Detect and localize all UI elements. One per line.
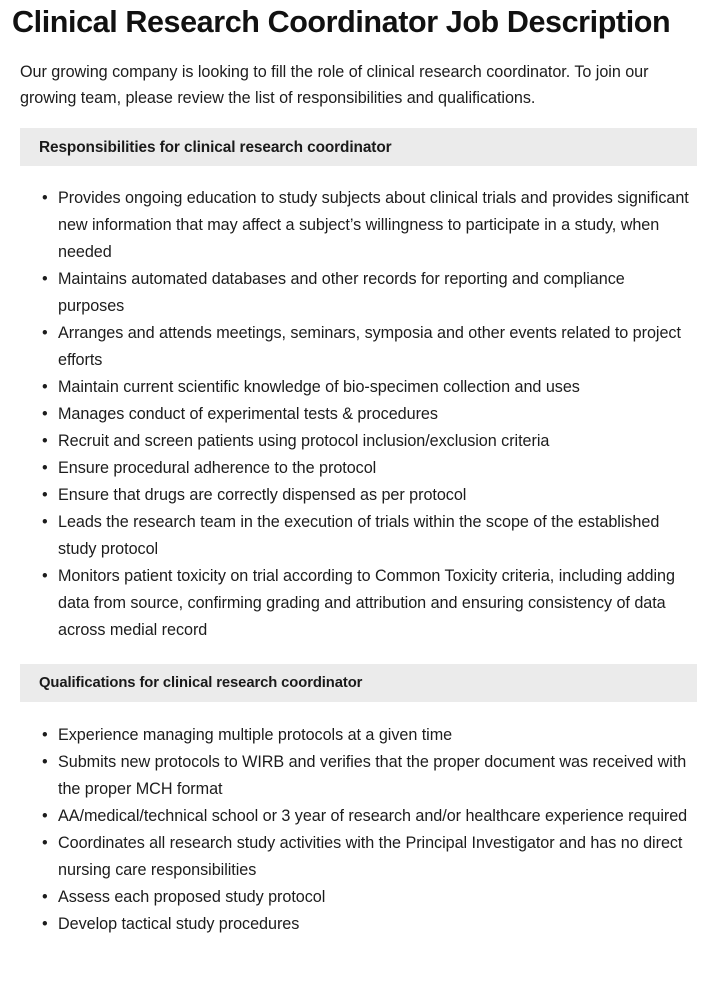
bullet-point-icon: • (42, 486, 48, 504)
list-item (0, 401, 720, 428)
bullet-point-icon: • (42, 888, 48, 906)
section-responsibilities (0, 111, 720, 644)
list-item (0, 482, 720, 509)
list-item-text: Submits new protocols to WIRB and verifies that the proper document was received with the proper MCH format (58, 753, 687, 798)
list-item-text: Ensure procedural adherence to the protocol (58, 459, 377, 477)
list-item (0, 803, 720, 830)
list-item-text: Maintain current scientific knowledge of bio-specimen collection and uses (58, 378, 580, 396)
section-qualifications (0, 644, 720, 938)
list-item (0, 374, 720, 401)
list-item (0, 911, 720, 938)
bullet-point-icon: • (42, 432, 48, 450)
list-item (0, 428, 720, 455)
list-item (0, 749, 720, 803)
bullet-point-icon: • (42, 270, 48, 288)
list-item (0, 830, 720, 884)
list-item (0, 884, 720, 911)
section-header-responsibilities (20, 128, 697, 166)
list-item-text: Ensure that drugs are correctly dispensed as per protocol (58, 486, 467, 504)
list-item (0, 722, 720, 749)
list-item (0, 563, 720, 644)
bullet-point-icon: • (42, 513, 48, 531)
list-item-text: Experience managing multiple protocols at a given time (58, 726, 453, 744)
list-item-text: Monitors patient toxicity on trial according to Common Toxicity criteria, including adding data from source, confirming grading and attribution and ensuring consistency of data across medial record (58, 567, 675, 639)
bullet-point-icon: • (42, 753, 48, 771)
section-heading-label: Responsibilities for clinical research coordinator (39, 138, 392, 156)
bullet-point-icon: • (42, 405, 48, 423)
list-item (0, 185, 720, 266)
qualifications-list (0, 702, 720, 938)
responsibilities-list (0, 166, 720, 644)
bullet-point-icon: • (42, 378, 48, 396)
bullet-point-icon: • (42, 324, 48, 342)
bullet-point-icon: • (42, 459, 48, 477)
list-item-text: Recruit and screen patients using protocol inclusion/exclusion criteria (58, 432, 550, 450)
list-item-text: Maintains automated databases and other records for reporting and compliance purposes (58, 270, 625, 315)
list-item-text: Leads the research team in the execution of trials within the scope of the established study protocol (58, 513, 660, 558)
list-item-text: Assess each proposed study protocol (58, 888, 326, 906)
intro-paragraph: Our growing company is looking to fill the role of clinical research coordinator. To join our growing team, please review the list of responsibilities and qualifications. (20, 63, 649, 107)
list-item-text: Develop tactical study procedures (58, 915, 300, 933)
bullet-point-icon: • (42, 915, 48, 933)
list-item-text: AA/medical/technical school or 3 year of research and/or healthcare experience required (58, 807, 688, 825)
list-item (0, 266, 720, 320)
list-item-text: Manages conduct of experimental tests & procedures (58, 405, 438, 423)
section-heading-label: Qualifications for clinical research coordinator (39, 674, 363, 691)
bullet-point-icon: • (42, 834, 48, 852)
list-item (0, 455, 720, 482)
list-item (0, 509, 720, 563)
bullet-point-icon: • (42, 726, 48, 744)
section-header-qualifications (20, 664, 697, 702)
page-title: Clinical Research Coordinator Job Description (12, 5, 671, 39)
bullet-point-icon: • (42, 807, 48, 825)
list-item-text: Provides ongoing education to study subjects about clinical trials and provides significant new information that may affect a subject’s willingness to participate in a study, when needed (58, 189, 689, 261)
list-item-text: Coordinates all research study activities with the Principal Investigator and has no direct nursing care responsibilities (58, 834, 683, 879)
list-item (0, 320, 720, 374)
list-item-text: Arranges and attends meetings, seminars, symposia and other events related to project efforts (58, 324, 681, 369)
bullet-point-icon: • (42, 567, 48, 585)
bullet-point-icon: • (42, 189, 48, 207)
